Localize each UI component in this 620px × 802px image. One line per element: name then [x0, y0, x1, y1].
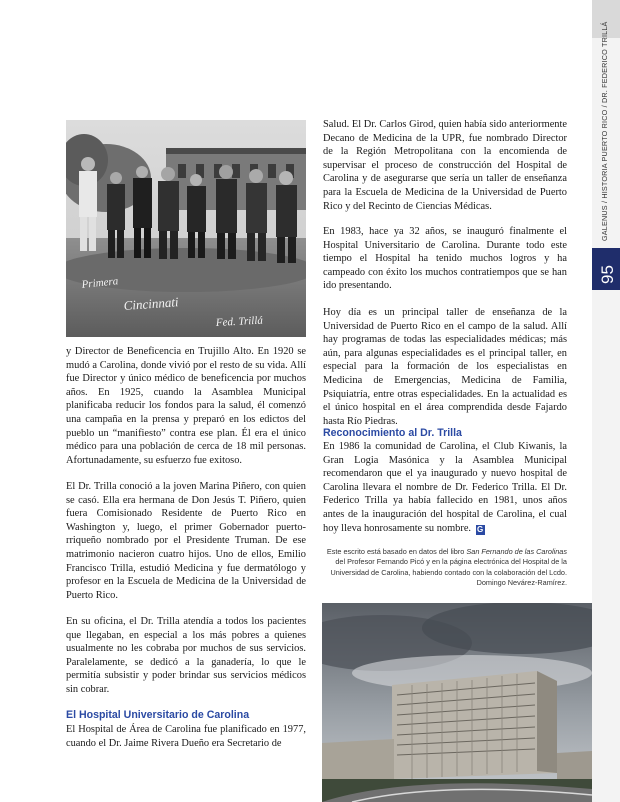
page-number-tab [592, 248, 620, 290]
source-caption: Este escrito está basado en datos del libro San Fernando de las Carolinas del Profesor Fernando Picó y en la página electrónica del Hospital de la Universidad de Carolina, habiendo contado con la colaboración del Lcdo. Domingo Nevárez-Ramírez. [326, 547, 567, 587]
photo-inscription-1: Primera [81, 275, 119, 291]
end-mark-icon: G [477, 524, 484, 534]
book-title: San Fernando de las Carolinas [466, 547, 567, 556]
photo-inscription-2: Cincinnati [123, 294, 179, 313]
left-column-p4: El Hospital de Área de Carolina fue planificado en 1977, cuando el Dr. Jaime Rivera Dueño era Secretario de [66, 724, 306, 749]
hospital-building-photo [322, 603, 592, 802]
right-column-p4: En 1986 la comunidad de Carolina, el Club Kiwanis, la Gran Logia Masónica y la Asamblea Municipal recomendaron que el ya inaugurado y nuevo hospital de Carolina llevara el nombre de Dr. Federico Trilla. El Dr. Federico Trilla ya había fallecido en 1981, unos años antes de la inauguración del hospital de Carolina, el cual hoy lleva honrosamente su nombre. G [323, 441, 567, 534]
left-column-p3: En su oficina, el Dr. Trilla atendía a todos los pacientes que llegaban, en especial a los más pobres a quienes usualmente no les cobraba por muchos de sus servicios. Paralelamente, se dedicó a la ganadería, lo que le permitía subsistir y poder brindar sus servicios médicos sin cobrar. [66, 616, 306, 695]
section-heading-hospital: El Hospital Universitario de Carolina [66, 709, 250, 721]
running-head-text: GALENUS / HISTORIA PUERTO RICO / DR. FEDERICO TRILLÁ [600, 21, 609, 241]
left-column-p2: El Dr. Trilla conoció a la joven Marina Piñero, con quien se casó. Ella era hermana de Don Jesús T. Piñero, quien fuera Comisionado Residente de Puerto Rico en Washington y, luego, el primer Gobernador puerto-rriqueño nombrado por el Presidente Truman. De ese matrimonio nacieron cuatro hijos. Uno de ellos, Emilio Francisco Trilla, estudió Medicina y fue dermatólogo y profesor en la Escuela de Medicina de la Universidad de Puerto Rico. [66, 481, 306, 601]
section-heading-recognition: Reconocimiento al Dr. Trilla [323, 427, 462, 439]
left-column-p1: y Director de Beneficencia en Trujillo Alto. En 1920 se mudó a Carolina, donde vivió por el resto de su vida. Allí fue Director y único médico de beneficencia por muchos años. En 1925, cuando la Asamblea Municipal planificaba reducir los fondos para la salud, él comenzó una campaña en la prensa y preparó en los edictos del pueblo un “manifiesto” contra ese plan. Él era el único médico para una población de cerca de 18 mil personas. Afortunadamente, su esfuerzo fue exitoso. [66, 346, 306, 466]
running-head [599, 21, 613, 250]
page-number: 95 [598, 265, 617, 284]
right-column-p2: En 1983, hace ya 32 años, se inauguró finalmente el Hospital Universitario de Carolina. Durante todo este tiempo el Hospital ha tenido muchos logros y ha campeado con éxito los muchos contratiempos que se han ido presentando. [323, 226, 567, 292]
right-column-p1: Salud. El Dr. Carlos Girod, quien había sido anteriormente Decano de Medicina de la UPR, fue nombrado Director de la Región Metropolitana con la encomienda de supervisar el proceso de construcción del Hospital de Carolina y de asegurarse que sería un taller de enseñanza para la Escuela de Medicina de la Universidad de Puerto Rico y del Recinto de Ciencias Médicas. [323, 119, 567, 212]
photo-inscription-3: Fed. Trillá [215, 314, 264, 329]
right-column-p3: Hoy día es un principal taller de enseñanza de la Universidad de Puerto Rico en el campo de la salud. Allí hay programas de todas las especialidades médicas; más aún, para algunas especialidades es el principal taller, en especial para la formación de los especialistas en Medicina de Emergencias, Medicina de Familia, Psiquiatría, entre otras especialidades. En la actualidad es el único hospital en el área comprendida desde Fajardo hasta Río Piedras. [323, 307, 567, 427]
historic-group-photo [66, 120, 306, 337]
